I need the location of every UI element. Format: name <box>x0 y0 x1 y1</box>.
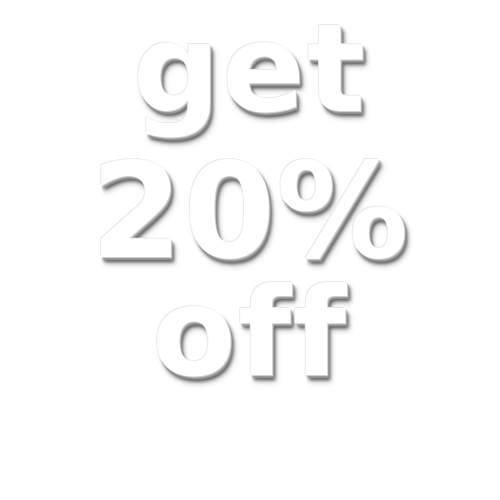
promo-word-get: get <box>132 0 368 140</box>
promo-word-off: off <box>152 262 348 404</box>
promo-discount-percent: 20% <box>90 135 410 289</box>
